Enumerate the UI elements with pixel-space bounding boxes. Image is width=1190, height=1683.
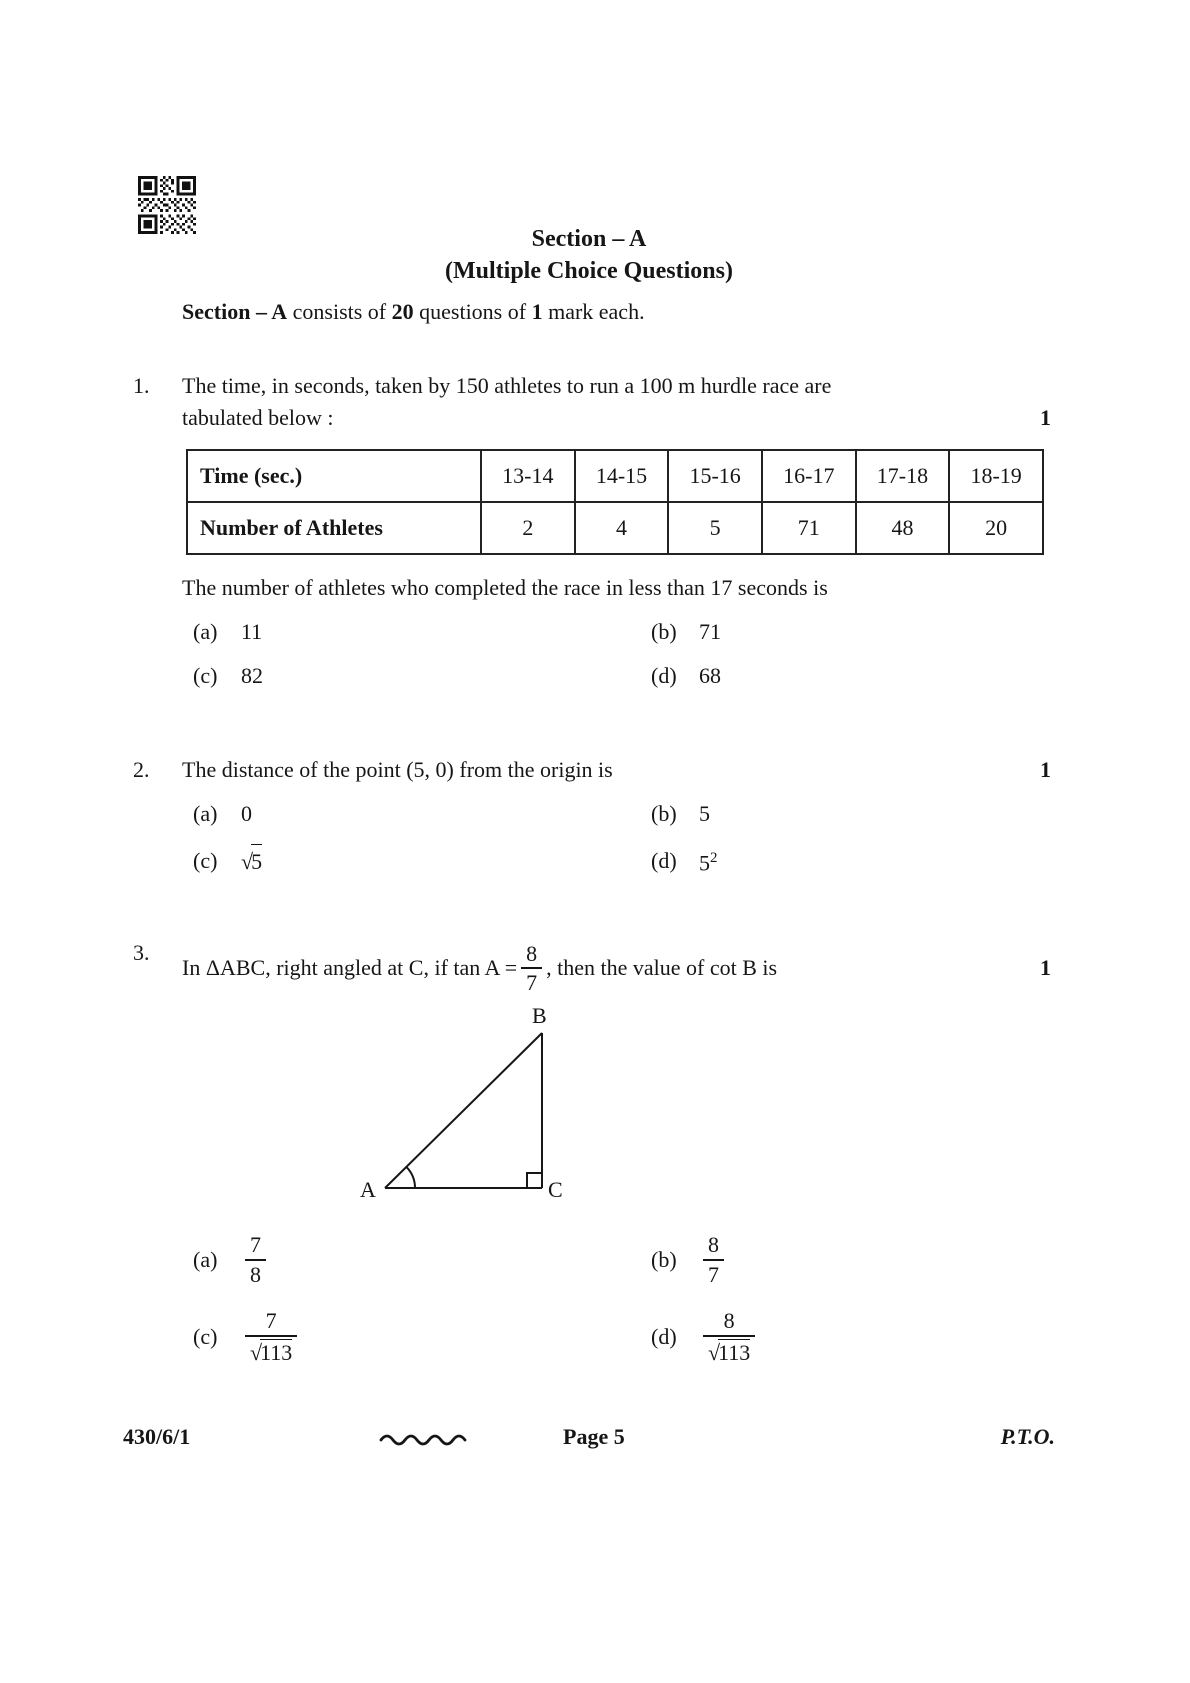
table-cell: Number of Athletes	[187, 502, 481, 554]
power-base: 5	[699, 850, 710, 876]
option-c-value: 82	[241, 663, 263, 688]
triangle-figure	[342, 1005, 582, 1210]
radicand: 5	[251, 844, 262, 878]
table-cell: 20	[949, 502, 1043, 554]
option-c	[182, 1309, 640, 1365]
option-d-label: (d)	[651, 1323, 677, 1349]
question-1-text-line2: tabulated below :	[182, 405, 334, 430]
table-cell: 15-16	[668, 450, 762, 502]
option-c-label: (c)	[193, 1323, 218, 1349]
angle-arc	[406, 1167, 415, 1188]
table-cell: 13-14	[481, 450, 575, 502]
instruction-text-1: consists of	[287, 299, 392, 324]
question-1-options	[182, 616, 1055, 692]
instruction-text-3: mark each.	[542, 299, 645, 324]
question-1	[123, 370, 1055, 692]
question-3-text-before: In ΔABC, right angled at C, if tan A =	[182, 955, 518, 981]
question-2-options	[182, 798, 1055, 879]
vertex-label-b: B	[532, 1005, 547, 1029]
radical-sign: √	[250, 1339, 262, 1365]
question-3-options	[182, 1233, 1055, 1364]
fraction-denominator: 7	[521, 967, 542, 995]
question-1-marks: 1	[1040, 405, 1051, 430]
vertex-label-c: C	[548, 1177, 563, 1203]
option-a	[182, 616, 640, 648]
instruction-text-2: questions of	[413, 299, 532, 324]
question-1-followup: The number of athletes who completed the race in less than 17 seconds is	[182, 575, 828, 600]
radical-sign: √	[241, 848, 253, 874]
fraction-denominator: 7	[703, 1259, 724, 1287]
fraction-numerator: 8	[526, 940, 538, 966]
option-b-label: (b)	[651, 801, 677, 826]
option-a-value: 11	[241, 619, 263, 644]
question-3-text-after: , then the value of cot B is	[546, 955, 778, 981]
option-b-value	[703, 1233, 724, 1287]
option-a-value: 0	[241, 801, 252, 826]
option-b	[640, 1233, 728, 1287]
option-d-value	[699, 842, 717, 879]
fraction-denominator	[245, 1335, 297, 1365]
table-cell: 18-19	[949, 450, 1043, 502]
option-d	[640, 660, 721, 692]
option-d	[640, 842, 717, 879]
fraction-numerator: 8	[723, 1307, 735, 1333]
option-d-label: (d)	[651, 663, 677, 688]
power-exponent: 2	[710, 850, 718, 866]
page-footer	[123, 1424, 1055, 1456]
vertex-label-a: A	[360, 1177, 376, 1203]
hypotenuse-line	[385, 1033, 542, 1188]
instruction-section-name: Section – A	[182, 299, 288, 324]
option-d	[640, 1309, 759, 1365]
page-number: Page 5	[563, 1424, 625, 1449]
table-row	[187, 450, 1043, 502]
table-cell: 14-15	[575, 450, 669, 502]
option-b	[640, 798, 710, 830]
question-2-marks: 1	[1040, 757, 1051, 782]
question-2-number: 2.	[133, 757, 150, 782]
radical-sign: √	[708, 1339, 720, 1365]
question-3-marks: 1	[1040, 955, 1051, 981]
fraction-denominator	[703, 1335, 755, 1365]
question-3-number: 3.	[133, 940, 150, 966]
option-a	[182, 1233, 640, 1287]
section-subtitle: (Multiple Choice Questions)	[445, 258, 733, 284]
option-d-value: 68	[699, 663, 721, 688]
option-c-value	[241, 844, 262, 878]
question-3	[123, 937, 1055, 1364]
table-cell: 5	[668, 502, 762, 554]
question-2	[123, 754, 1055, 879]
fraction-numerator: 7	[265, 1307, 277, 1333]
table-cell: 4	[575, 502, 669, 554]
fraction-numerator: 7	[250, 1232, 261, 1258]
question-1-number: 1.	[133, 373, 150, 398]
table-cell: 17-18	[856, 450, 950, 502]
table-cell: 2	[481, 502, 575, 554]
pto-label: P.T.O.	[1000, 1424, 1055, 1449]
option-a-label: (a)	[193, 619, 218, 644]
option-a-label: (a)	[193, 801, 218, 826]
inline-fraction	[521, 942, 542, 996]
table-cell: 48	[856, 502, 950, 554]
wavy-line-icon	[378, 1431, 474, 1449]
option-a-label: (a)	[193, 1247, 218, 1273]
frequency-table	[186, 449, 1044, 555]
option-c	[182, 660, 640, 692]
option-c	[182, 844, 640, 878]
right-angle-marker	[527, 1173, 542, 1188]
option-c-label: (c)	[193, 663, 218, 688]
option-a-value	[245, 1233, 266, 1287]
section-instruction	[182, 298, 1055, 326]
option-a	[182, 798, 640, 830]
option-c-label: (c)	[193, 847, 218, 873]
option-b-value: 5	[699, 801, 710, 826]
question-2-text: The distance of the point (5, 0) from the origin is	[182, 757, 613, 782]
instruction-question-count: 20	[391, 299, 414, 324]
option-c-value	[245, 1309, 297, 1365]
table-cell: Time (sec.)	[187, 450, 481, 502]
paper-code: 430/6/1	[123, 1424, 191, 1449]
table-cell: 71	[762, 502, 856, 554]
option-b-value: 71	[699, 619, 721, 644]
table-cell: 16-17	[762, 450, 856, 502]
section-title: Section – A	[531, 226, 647, 252]
instruction-mark-count: 1	[531, 299, 543, 324]
option-b	[640, 616, 721, 648]
option-d-label: (d)	[651, 847, 677, 873]
table-row	[187, 502, 1043, 554]
option-b-label: (b)	[651, 619, 677, 644]
page-content	[123, 210, 1055, 1364]
radicand: 113	[718, 1339, 751, 1365]
radicand: 113	[260, 1339, 293, 1365]
option-d-value	[703, 1309, 755, 1365]
question-1-text-line1: The time, in seconds, taken by 150 athletes to run a 100 m hurdle race are	[182, 373, 832, 398]
fraction-denominator: 8	[245, 1259, 266, 1287]
fraction-numerator: 8	[708, 1232, 719, 1258]
option-b-label: (b)	[651, 1247, 677, 1273]
